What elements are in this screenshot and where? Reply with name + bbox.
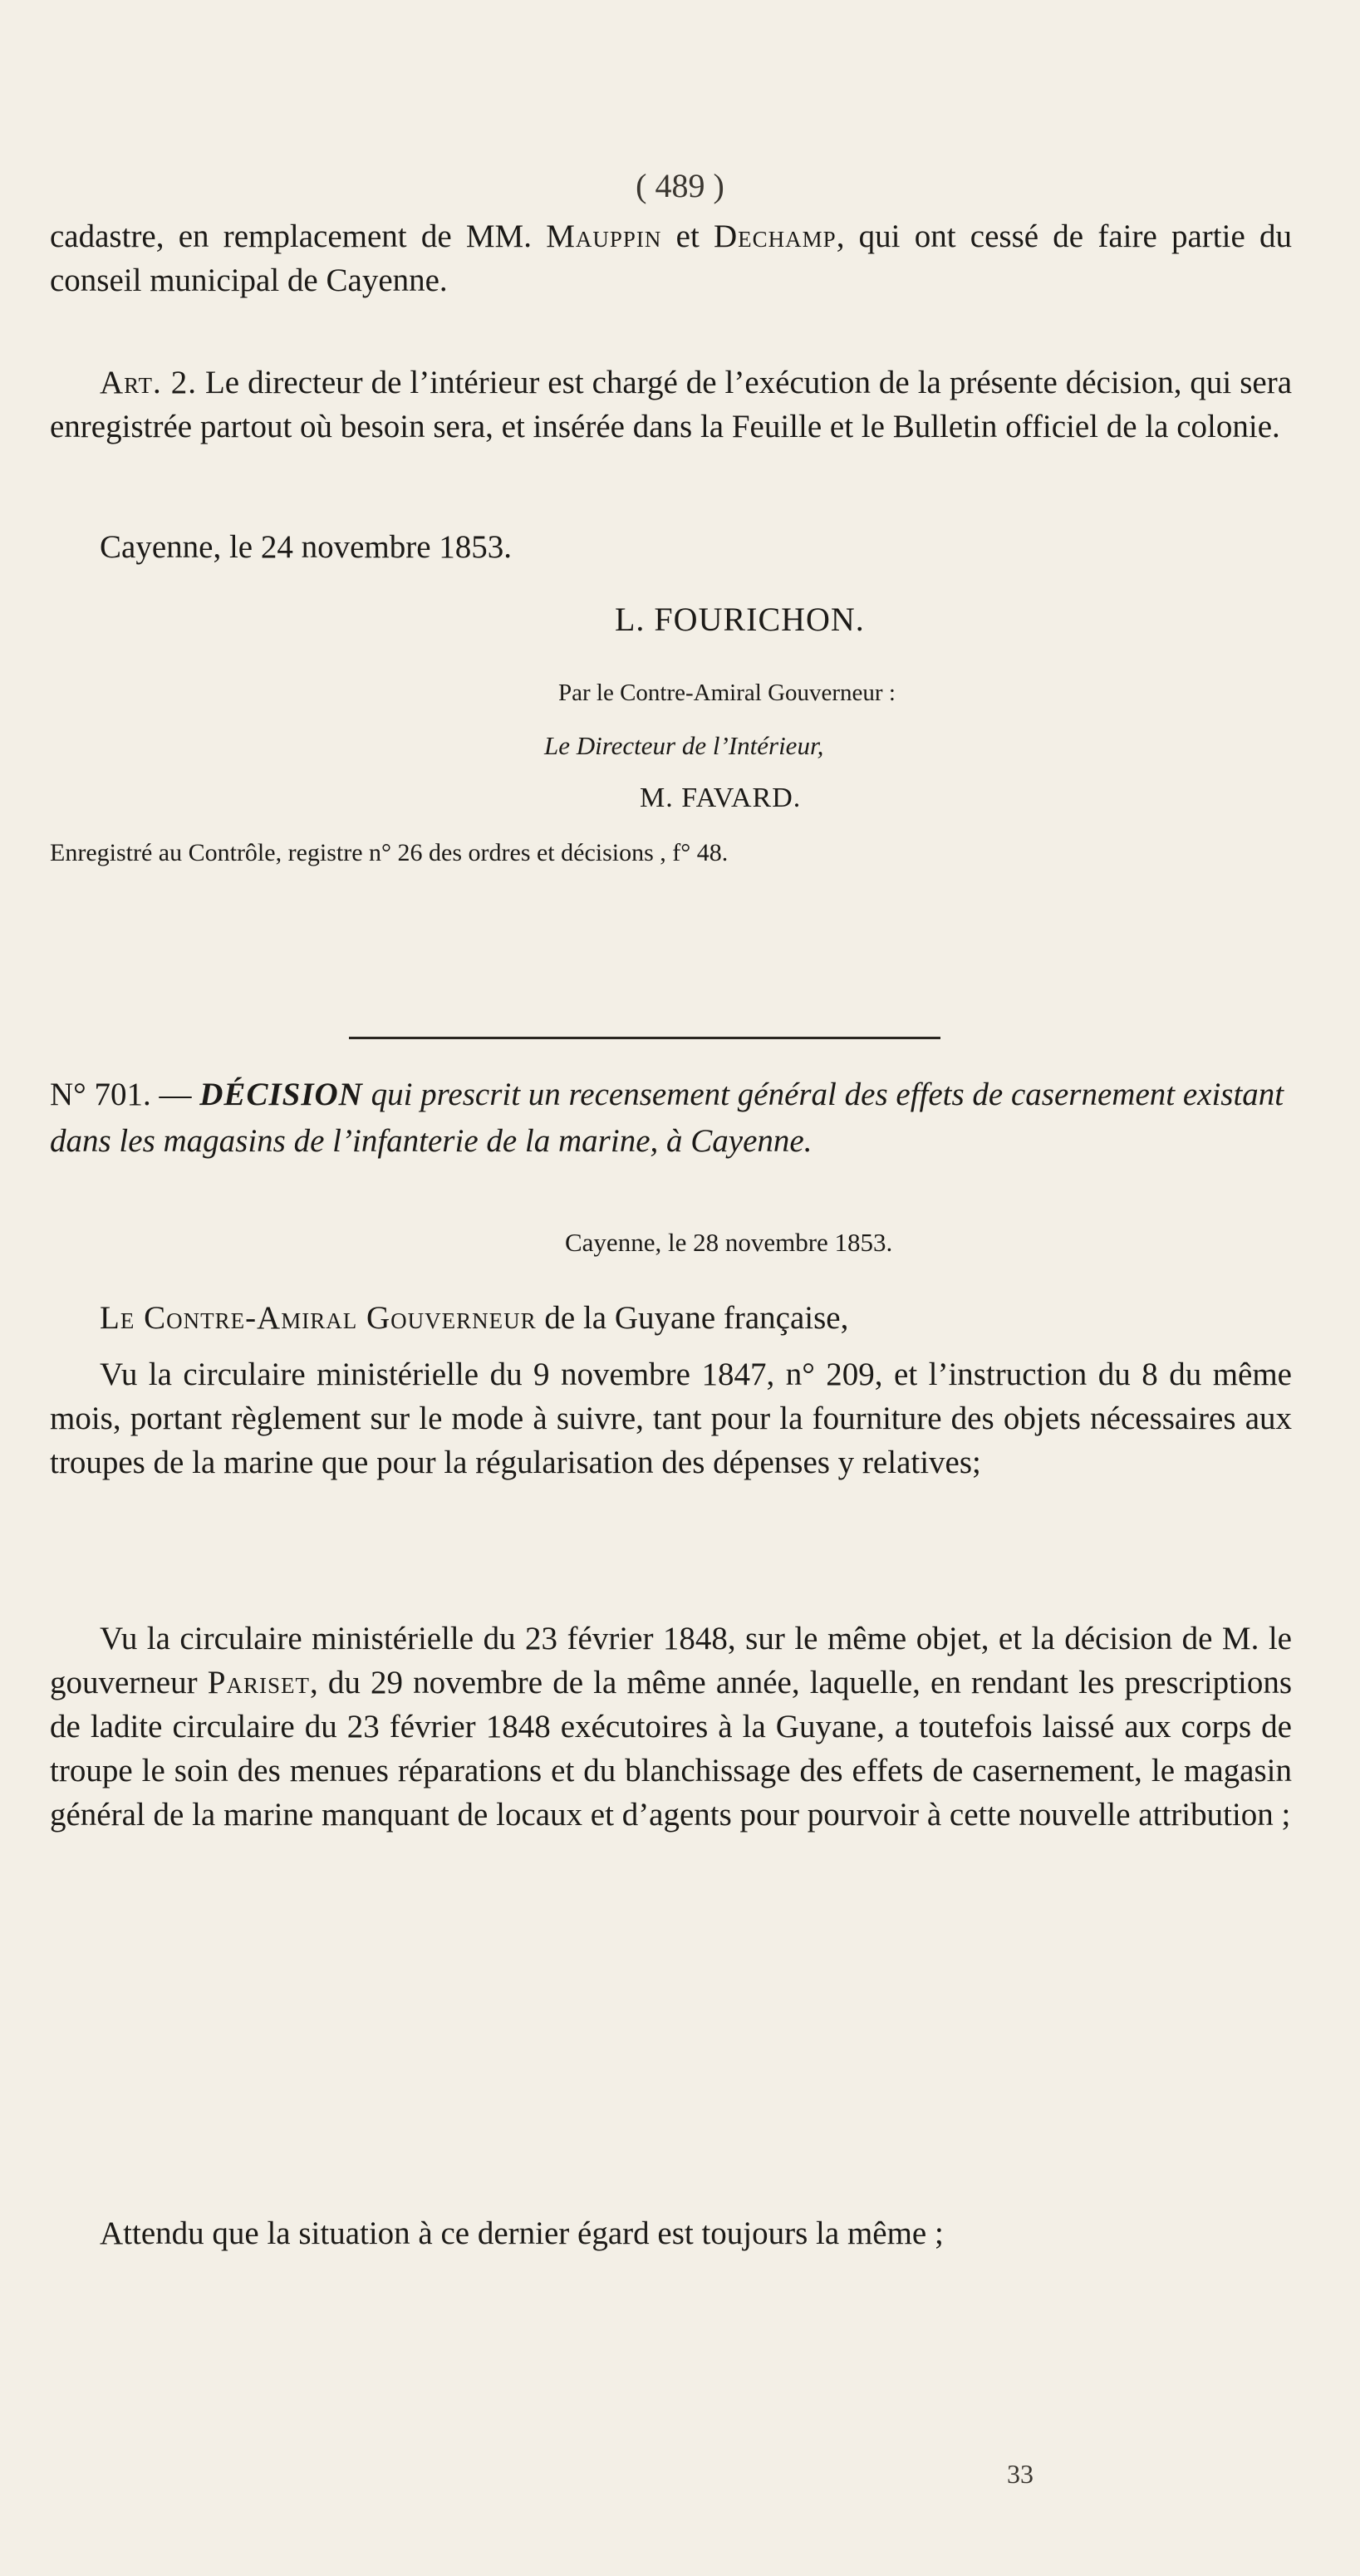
intro-text-before: cadastre, en remplacement de MM.	[50, 218, 547, 254]
vu-paragraph-2	[50, 1617, 1292, 1837]
intro-paragraph	[50, 214, 1292, 302]
countersignatory: M. FAVARD.	[640, 783, 802, 813]
article-2-text: Le directeur de l’intérieur est chargé de l’exécution de la présente décision, qui sera enregistrée partout où besoin sera, et insérée dans la Feuille et le Bulletin officiel de la colonie.	[50, 365, 1292, 444]
decision-heading: DÉCISION	[199, 1077, 363, 1112]
attendu-paragraph: Attendu que la situation à ce dernier égard est toujours la même ;	[100, 2215, 944, 2251]
decision-number: N° 701. —	[50, 1077, 200, 1112]
vu2-name-pariset: Pariset	[207, 1665, 310, 1700]
intro-text-middle: et	[661, 218, 714, 254]
vu2-text-before: Vu la circulaire ministérielle du 23 février 1848, sur le même objet, et la décision de M. le gouverneur	[50, 1621, 1292, 1700]
intro-text-after: , qui ont cessé de faire partie du conseil municipal de Cayenne.	[50, 218, 1292, 298]
signatory: L. FOURICHON.	[615, 601, 865, 638]
vu-paragraph-1: Vu la circulaire ministérielle du 9 novembre 1847, n° 209, et l’instruction du 8 du même mois, portant règlement sur le mode à suivre, tant pour la fourniture des objets nécessaires aux troupes de la marine que pour la régularisation des dépenses y relatives;	[50, 1357, 1292, 1480]
by-line: Par le Contre-Amiral Gouverneur :	[558, 680, 896, 706]
decision-description: qui prescrit un recensement général des effets de casernement existant dans les magasins de l’infanterie de la marine, à Cayenne.	[50, 1077, 1284, 1159]
vu2-text-after: , du 29 novembre de la même année, laquelle, en rendant les prescriptions de ladite circulaire du 23 février 1848 exécutoires à la Guyane, a toutefois laissé aux corps de troupe le soin des menues réparations et du blanchissage des effets de casernement, le magasin général de la marine manquant de locaux et d’agents pour pourvoir à cette nouvelle attribution ;	[50, 1665, 1292, 1833]
section-divider	[349, 1037, 940, 1039]
registration-line: Enregistré au Contrôle, registre n° 26 des ordres et décisions , f° 48.	[50, 839, 729, 866]
place-date: Cayenne, le 24 novembre 1853.	[100, 529, 513, 565]
article-2-label: Art. 2.	[100, 365, 198, 400]
decision-title	[50, 1072, 1292, 1165]
intro-name-mauppin: Mauppin	[546, 218, 662, 254]
signature-mark: 33	[1007, 2459, 1034, 2489]
page-number: ( 489 )	[636, 167, 724, 204]
article-2-paragraph	[50, 361, 1292, 449]
intro-name-dechamp: Dechamp	[714, 218, 837, 254]
governor-rest: de la Guyane française,	[536, 1300, 849, 1336]
governor-title: Le Contre-Amiral Gouverneur	[100, 1300, 537, 1336]
role-line: Le Directeur de l’Intérieur,	[544, 731, 824, 760]
governor-line	[50, 1296, 1292, 1340]
decision-dateline: Cayenne, le 28 novembre 1853.	[565, 1228, 893, 1257]
